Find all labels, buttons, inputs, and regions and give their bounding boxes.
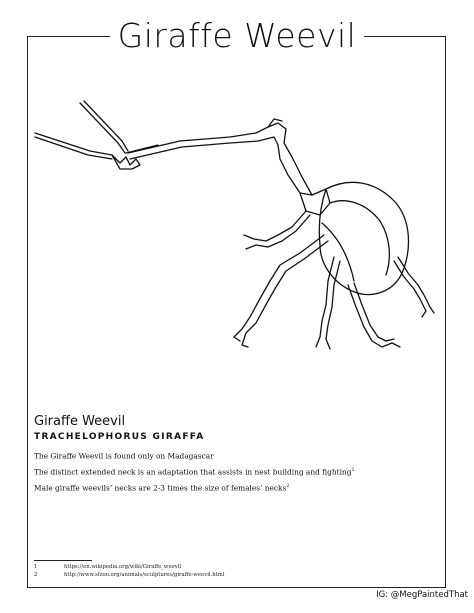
giraffe-weevil-line-drawing-icon — [30, 85, 440, 375]
info-heading: Giraffe Weevil — [34, 414, 126, 429]
fact-line — [34, 483, 289, 492]
fact-line — [34, 451, 214, 460]
instagram-credit: IG: @MegPaintedThat — [376, 590, 468, 600]
page-title: Giraffe Weevil — [117, 16, 357, 55]
footnote-divider — [34, 560, 92, 561]
fact-ref: 1 — [351, 467, 355, 473]
footnote-number: 1 — [34, 564, 38, 570]
fact-text: Male giraffe weevils’ necks are 2-3 times the size of females’ necks — [34, 483, 287, 493]
scientific-name: TRACHELOPHORUS GIRAFFA — [34, 432, 205, 442]
fact-line — [34, 467, 355, 476]
fact-text: The Giraffe Weevil is found only on Madagascar — [34, 451, 214, 461]
fact-text: The distinct extended neck is an adaptation that assists in nest building and fighting — [34, 467, 352, 477]
fact-ref: 2 — [286, 483, 290, 489]
footnote-item — [34, 572, 225, 578]
footnote-number: 2 — [34, 572, 38, 578]
footnote-item — [34, 564, 181, 570]
footnote-link[interactable]: https://en.wikipedia.org/wiki/Giraffe_weevil — [64, 564, 182, 570]
footnote-link[interactable]: http://www.sfzoo.org/animals/sculptures/giraffe-weevil.html — [64, 572, 225, 578]
